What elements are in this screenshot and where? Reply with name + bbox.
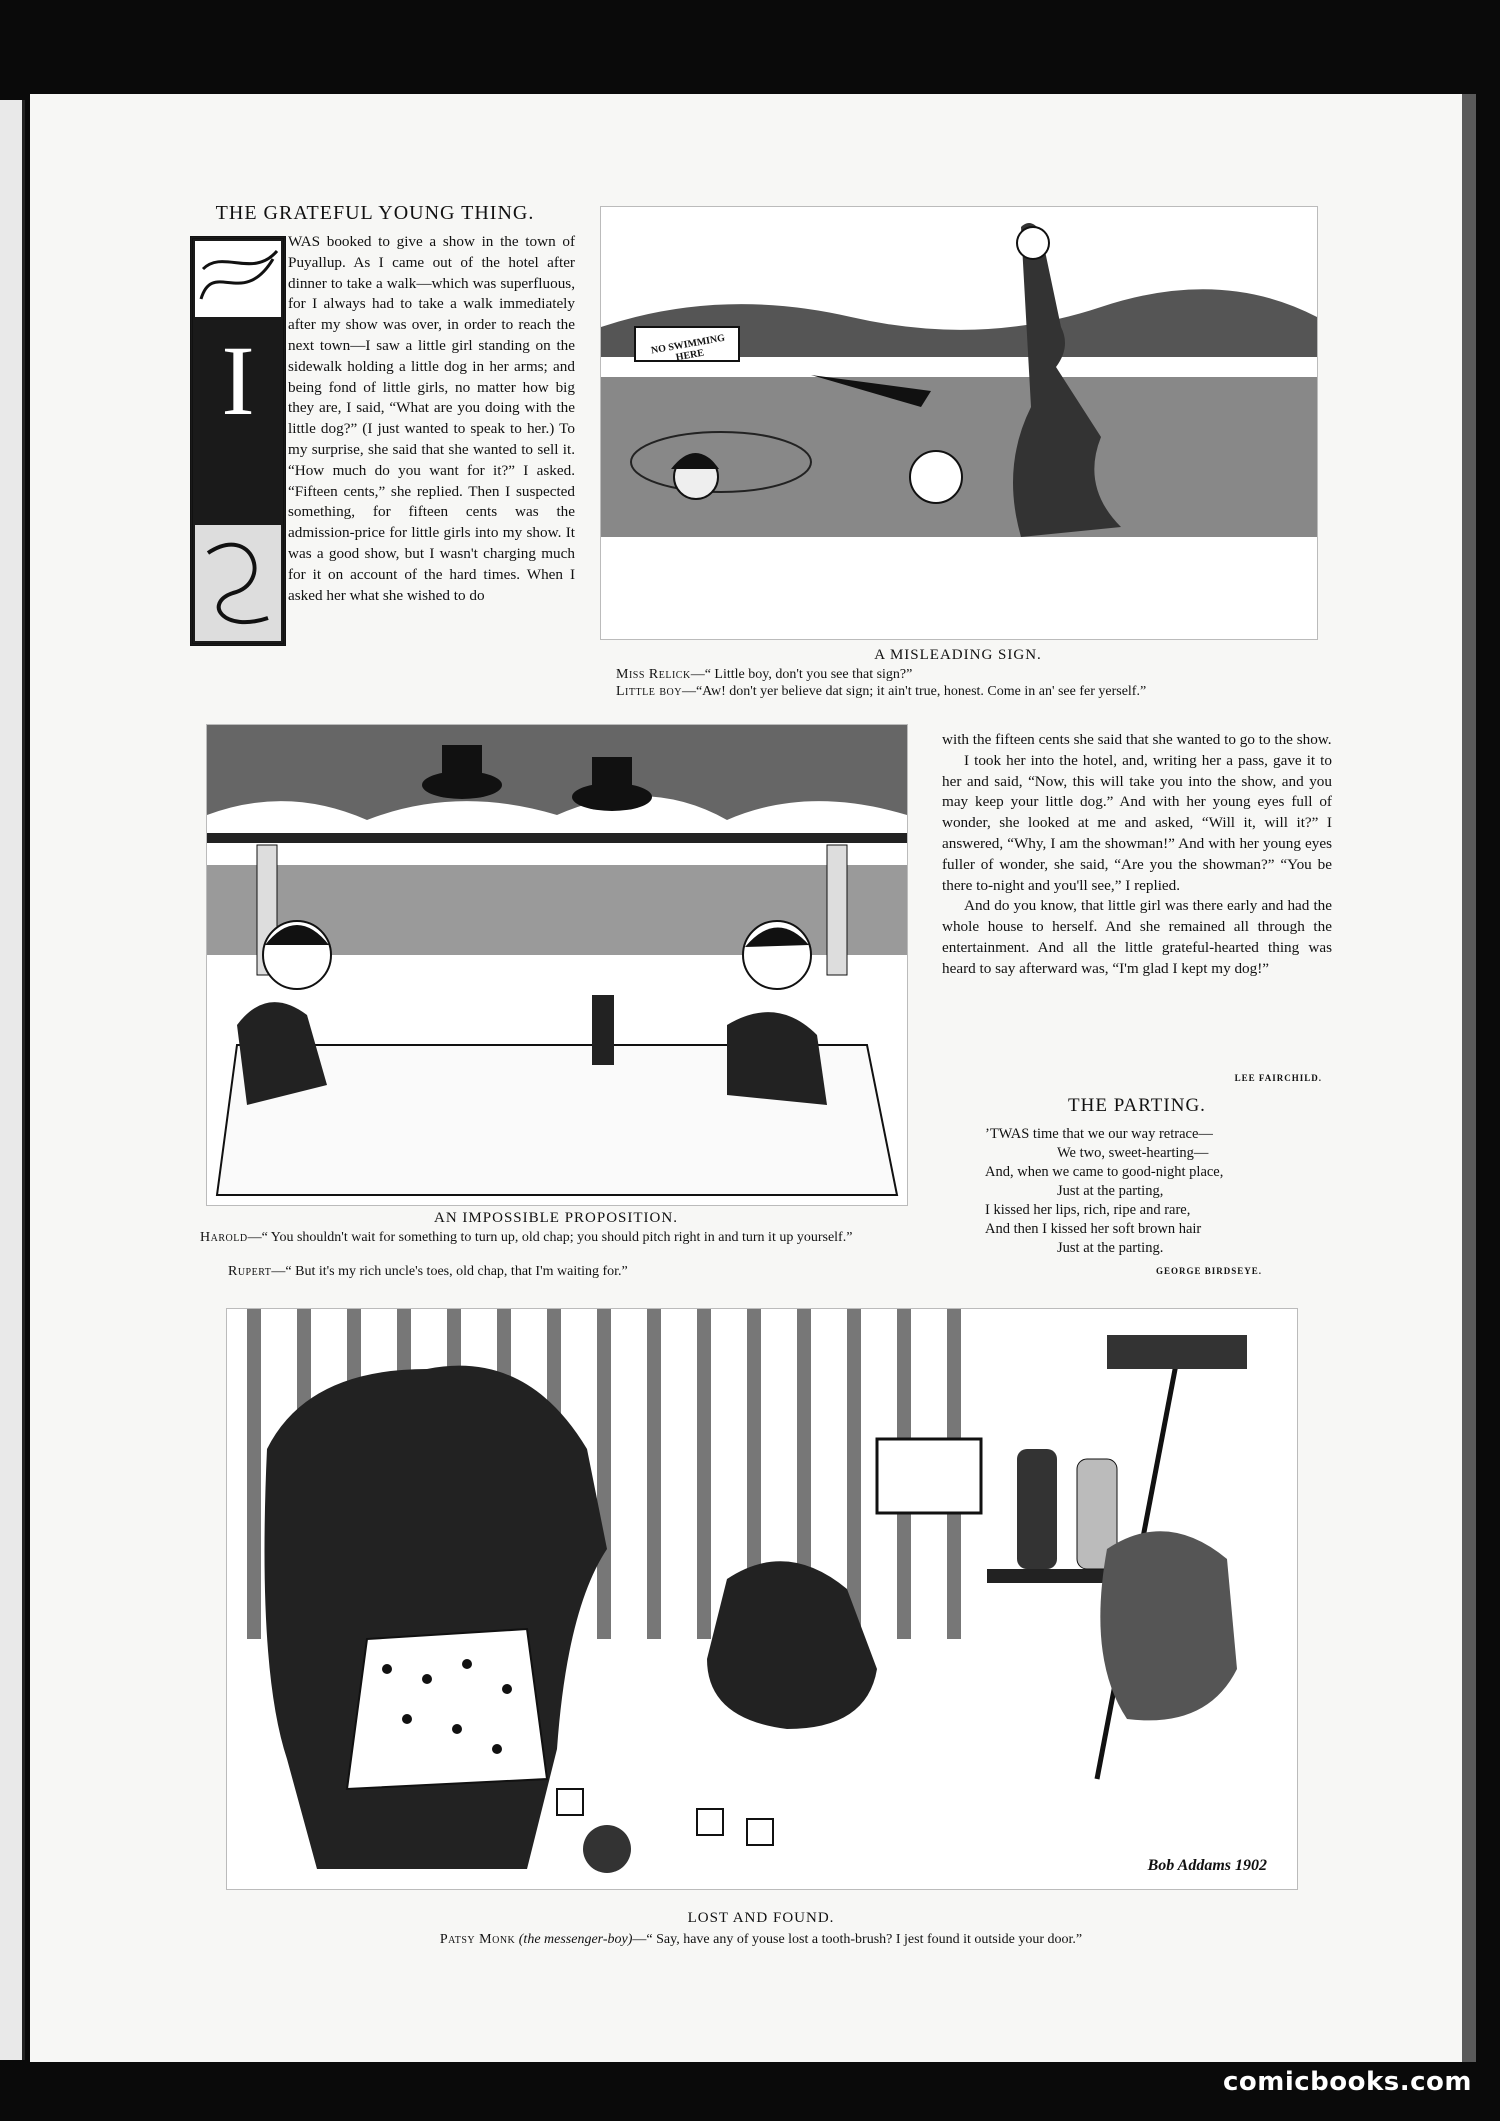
article-column-2 [942,730,1332,980]
site-watermark: comicbooks.com [1222,2067,1472,2097]
cartoon-2-title: AN IMPOSSIBLE PROPOSITION. [434,1210,678,1226]
poem-title: THE PARTING. [1068,1095,1206,1116]
speaker-miss-relick: Miss Relick [616,667,691,682]
speaker-patsy-monk: Patsy Monk [439,1932,516,1947]
page-thickness-edge [1462,94,1476,2062]
poem-line: And, when we came to good-night place, [985,1164,1224,1180]
article-paragraph-3: I took her into the hotel, and, writing her a pass, gave it to her and said, “Now, this will take you into the show, and you may keep your little dog.” And with her young eyes full of wonder, she looked at me and asked, “Will it, will it?” I answered, “Why, I am the showman!” And with her young eyes fuller of wonder, she said, “Are you the showman?” “You be there to-night and you'll see,” I replied. [942,751,1332,894]
ornament-scroll-icon [193,239,283,319]
cartoon-1-title: A MISLEADING SIGN. [874,647,1042,663]
article-author: LEE FAIRCHILD. [1234,1073,1322,1083]
poem-body [985,1125,1315,1258]
cartoon-1-caption-2 [616,683,1336,700]
cartoon-3-title: LOST AND FOUND. [687,1910,835,1926]
article-paragraph-4: And do you know, that little girl was there early and had the whole house to herself. And she remained all through the entertainment. And all the little grateful-hearted thing was heard to say afterward was, “I'm glad I kept my dog!” [942,897,1332,977]
artist-signature: Bob Addams 1902 [1147,1857,1267,1874]
no-swimming-sign: NO SWIMMING HERE [650,332,726,364]
caption-text: —“ You shouldn't wait for something to turn up, old chap; you should pitch right in and turn it up yourself.” [247,1230,853,1245]
poem-line: And then I kissed her soft brown hair [985,1221,1202,1237]
cartoon-misleading-sign [600,206,1318,640]
caption-text: —“Aw! don't yer believe dat sign; it ain't true, honest. Come in an' see fer yerself.” [681,684,1147,699]
facing-page-edge [0,100,25,2060]
cartoon-1-caption-1 [616,666,1336,683]
drop-cap-letter: I [221,325,255,436]
cartoon-2-caption-1 [200,1229,930,1246]
speaker-harold: Harold [200,1230,248,1245]
speaker-rupert: Rupert [228,1264,272,1279]
speaker-role: (the messenger-boy) [518,1932,633,1947]
drop-cap-ornament [190,236,286,646]
poem-line: I kissed her lips, rich, ripe and rare, [985,1202,1191,1218]
cartoon-3-caption [226,1931,1296,1948]
poem-line: ’TWAS time that we our way retrace— [985,1126,1213,1142]
article-column-1 [288,232,575,672]
speaker-little-boy: Little boy [616,684,682,699]
poem-line: Just at the parting, [1057,1183,1164,1199]
ornament-knot-icon [193,523,283,643]
caption-text: —“ But it's my rich uncle's toes, old chap, that I'm waiting for.” [271,1264,628,1279]
cartoon-lost-and-found [226,1308,1298,1890]
article-paragraph-2: with the fifteen cents she said that she wanted to go to the show. [942,731,1332,748]
cartoon-2-caption-2 [228,1263,928,1280]
caption-text: —“ Little boy, don't you see that sign?” [690,667,913,682]
cartoon-impossible-proposition [206,724,908,1206]
caption-text: —“ Say, have any of youse lost a tooth-brush? I jest found it outside your door.” [632,1932,1083,1947]
poem-line: Just at the parting. [1057,1240,1164,1256]
poem-line: We two, sweet-hearting— [1057,1145,1209,1161]
poem-author: GEORGE BIRDSEYE. [1155,1266,1262,1276]
article-paragraph-1: WAS booked to give a show in the town of Puyallup. As I came out of the hotel after dinner to take a walk—which was superfluous, for I always had to take a walk immediately after my show was over, in order to reach the next town—I saw a little girl standing on the sidewalk holding a little dog in her arms; and being fond of little girls, no matter how big they are, I said, “What are you doing with the little dog?” (I just wanted to speak to her.) To my surprise, she said that she wanted to sell it. “How much do you want for it?” I asked. “Fifteen cents,” she replied. Then I suspected something, for fifteen cents was the admission-price for little girls into my show. It was a good show, but I wasn't charging much for it on account of the hard times. When I asked her what she wished to do [288,233,575,604]
article-title: THE GRATEFUL YOUNG THING. [215,202,535,224]
